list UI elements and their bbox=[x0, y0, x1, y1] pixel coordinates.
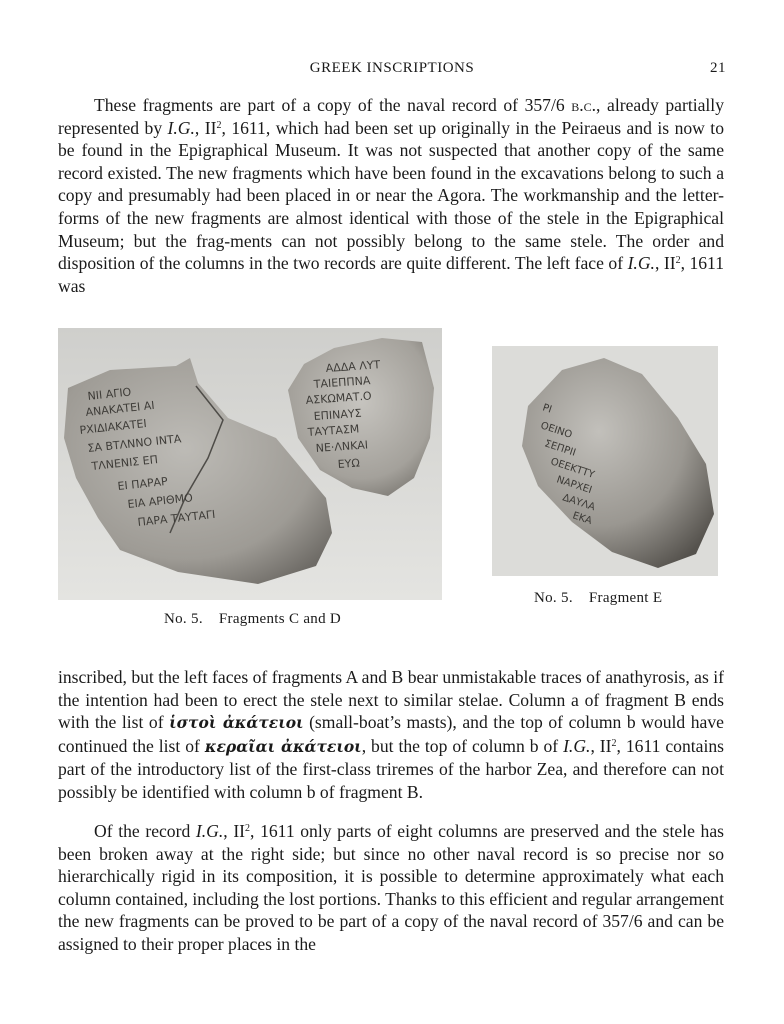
superscript: 2 bbox=[611, 737, 617, 749]
stone-fragments-image bbox=[58, 328, 442, 600]
superscript: 2 bbox=[216, 119, 222, 131]
photo-fragments-c-and-d bbox=[58, 328, 442, 600]
citation-ig: I.G. bbox=[167, 117, 195, 138]
svg-text:ΑΝΑΚΑΤΕΙ ΑΙ: ΑΝΑΚΑΤΕΙ ΑΙ bbox=[84, 398, 156, 419]
svg-text:ΝΕ·ΛΝΚΑΙ: ΝΕ·ΛΝΚΑΙ bbox=[315, 438, 369, 455]
era-abbreviation: b.c. bbox=[571, 95, 597, 115]
page-number: 21 bbox=[710, 60, 726, 76]
greek-term: ἱστοὶ ἀκάτειοι bbox=[169, 713, 304, 733]
citation-ig: I.G. bbox=[627, 253, 655, 274]
citation-ig: I.G. bbox=[195, 821, 224, 841]
svg-text:ΟΕΙΝΟ: ΟΕΙΝΟ bbox=[539, 420, 574, 441]
greek-term: κεραῖαι ἀκάτειοι bbox=[204, 736, 362, 756]
svg-text:ΝΑΡΧΕΙ: ΝΑΡΧΕΙ bbox=[555, 474, 594, 497]
svg-text:ΕΥΩ: ΕΥΩ bbox=[337, 456, 361, 471]
svg-text:ΤΑΥΤΑΣΜ: ΤΑΥΤΑΣΜ bbox=[307, 422, 360, 439]
svg-text:ΝΙΙ ΑΓΙΟ: ΝΙΙ ΑΓΙΟ bbox=[86, 385, 132, 403]
figure-caption-c-d: No. 5. Fragments C and D bbox=[164, 611, 342, 627]
superscript: 2 bbox=[245, 823, 251, 834]
svg-text:ΔΑΥΛΑ: ΔΑΥΛΑ bbox=[561, 492, 597, 514]
svg-text:ΑΣΚΩΜΑΤ.Ο: ΑΣΚΩΜΑΤ.Ο bbox=[305, 389, 373, 407]
figure-caption-e: No. 5. Fragment E bbox=[534, 590, 663, 606]
svg-text:ΣΑ ΒΤΛΝΝΟ ΙΝΤΑ: ΣΑ ΒΤΛΝΝΟ ΙΝΤΑ bbox=[86, 432, 182, 455]
svg-text:ΟΕΕΚΤΤΥ: ΟΕΕΚΤΤΥ bbox=[549, 456, 596, 481]
svg-text:ΠΑΡΑ ΤΑΥΤΑΓΙ: ΠΑΡΑ ΤΑΥΤΑΓΙ bbox=[136, 507, 216, 529]
svg-text:ΕΙΑ ΑΡΙΘΜΟ: ΕΙΑ ΑΡΙΘΜΟ bbox=[126, 491, 194, 511]
citation-ig: I.G. bbox=[563, 735, 591, 756]
running-head bbox=[58, 60, 726, 80]
stone-fragment-image bbox=[492, 346, 718, 576]
svg-text:ΑΔΔΑ ΛΥΤ: ΑΔΔΑ ΛΥΤ bbox=[325, 358, 381, 375]
svg-text:ΡΧΙΔΙΑΚΑΤΕΙ: ΡΧΙΔΙΑΚΑΤΕΙ bbox=[78, 417, 148, 437]
svg-text:ΕΙ ΠΑΡΑΡ: ΕΙ ΠΑΡΑΡ bbox=[116, 474, 169, 493]
paragraph-2: inscribed, but the left faces of fragments A and B bear unmistakable traces of anathyrosis, as if the intention had been to erect the stele next to similar stelae. Column a of fragment B ends with the list of ἱστοὶ ἀκάτειοι (small-boat’s masts), and the top of column b would have continued the list of κεραῖαι ἀκάτειοι, but the top of column b of I.G., $II^2$, 1611 contains part of the introductory list of the first-class triremes of the harbor Zea, and therefore can not possibly be identified with column b of fragment B. bbox=[58, 667, 724, 802]
paragraph-3: Of the record I.G., $II^2$, 1611 only parts of eight columns are preserved and the stele has been broken away at the right side; but since no other naval record is so precise nor so hierarchically rigid in its composition, it is possible to determine approximately what each column contained, including the lost portions. Thanks to this efficient and regular arrangement the new fragments can be proved to be part of a copy of the naval record of 357/6 and can be assigned to their proper places in the bbox=[58, 821, 725, 954]
svg-text:ΕΚΑ: ΕΚΑ bbox=[571, 510, 594, 527]
svg-text:ΤΛΝΕΝΙΣ ΕΠ: ΤΛΝΕΝΙΣ ΕΠ bbox=[90, 453, 159, 473]
paragraph-1: These fragments are part of a copy of the naval record of 357/6 b.c., already partially represented by I.G., $II^2$, 1611, which had been set up originally in the Peiraeus and is now to be found in the Epigraphical Museum. It was not suspected that another copy of the same record existed. The new fragments which have been found in the excavations belong to such a copy and presumably had been placed in or near the Agora. The workmanship and the letter-forms of the new fragments are almost identical with those of the stele in the Epigraphical Museum; but the frag-ments can not possibly belong to the same stele. The order and disposition of the columns in the two records are quite different. The left face of I.G., $II^2$, 1611 was bbox=[58, 95, 724, 296]
svg-text:ΤΑΙΕΠΠΝΑ: ΤΑΙΕΠΠΝΑ bbox=[313, 374, 371, 391]
svg-text:ΡΙ: ΡΙ bbox=[541, 402, 554, 416]
superscript: 2 bbox=[675, 255, 681, 267]
running-title: GREEK INSCRIPTIONS bbox=[309, 60, 475, 76]
photo-fragment-e bbox=[492, 346, 718, 576]
svg-text:ΣΕΠΡΙΙ: ΣΕΠΡΙΙ bbox=[543, 438, 577, 459]
svg-text:ΕΠΙΝΑΥΣ: ΕΠΙΝΑΥΣ bbox=[313, 406, 362, 423]
